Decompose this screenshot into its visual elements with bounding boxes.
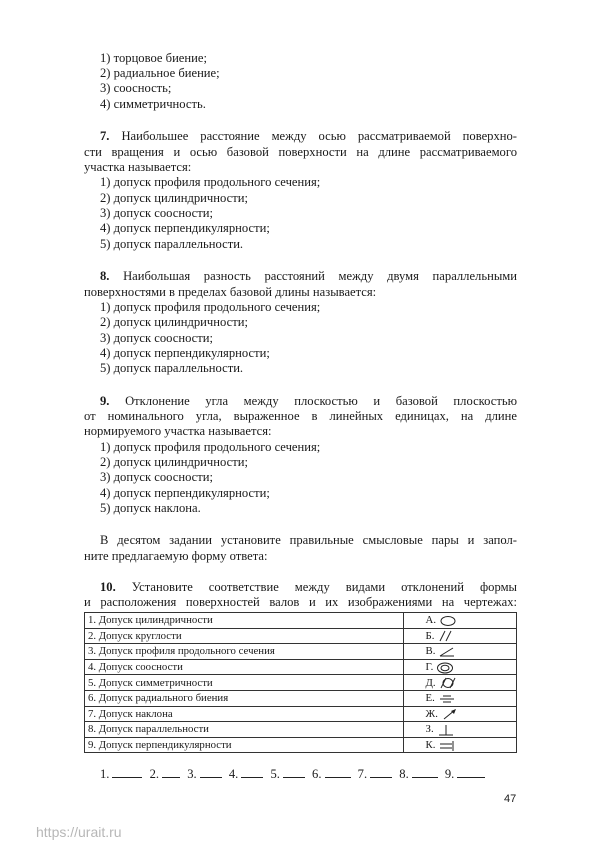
answer-blank[interactable] — [241, 766, 263, 778]
option-item: 2) допуск цилиндричности; — [100, 455, 248, 469]
circularity-icon — [438, 677, 458, 689]
question-8-line: поверхностями в пределах базовой длины называется: — [84, 285, 377, 299]
question-9-line: нормируемого участка называется: — [84, 424, 272, 438]
angularity-icon — [437, 646, 457, 658]
profile-icon — [437, 740, 457, 752]
answer-blank[interactable] — [457, 766, 485, 778]
option-item: 2) радиальное биение; — [100, 66, 220, 80]
table-cell: А. — [403, 613, 516, 629]
question-9-line: от номинального угла, выраженное в линейных единицах, на длине — [84, 409, 517, 423]
table-cell: Г. — [403, 659, 516, 675]
table-cell: Б. — [403, 628, 516, 644]
table-cell: 3. Допуск профиля продольного сечения — [85, 644, 404, 660]
table-cell: 7. Допуск наклона — [85, 706, 404, 722]
matching-table — [84, 612, 517, 753]
option-item: 1) торцовое биение; — [100, 51, 207, 65]
table-cell: 1. Допуск цилиндричности — [85, 613, 404, 629]
option-item: 2) допуск цилиндричности; — [100, 315, 248, 329]
intro-line: ните предлагаемую форму ответа: — [84, 549, 268, 563]
answer-blank[interactable] — [162, 766, 180, 778]
table-cell: З. — [403, 722, 516, 738]
runout-icon — [440, 708, 460, 720]
question-number: 10. — [100, 580, 116, 594]
intro-line: В десятом задании установите правильные смысловые пары и запол- — [100, 533, 517, 547]
table-cell: К. — [403, 737, 516, 753]
question-9-line: 9. Отклонение угла между плоскостью и базовой плоскостью — [100, 394, 517, 408]
answer-blank[interactable] — [283, 766, 305, 778]
table-row — [85, 659, 517, 675]
page-number: 47 — [504, 793, 517, 805]
table-cell: 5. Допуск симметричности — [85, 675, 404, 691]
answer-blank[interactable] — [370, 766, 392, 778]
option-item: 3) допуск соосности; — [100, 206, 214, 220]
option-item: 4) симметричность. — [100, 97, 206, 111]
answer-label: 1. — [100, 767, 110, 781]
question-7-line: сти вращения и осью базовой поверхности на длине рассматриваемого — [84, 145, 517, 159]
option-item: 1) допуск профиля продольного сечения; — [100, 440, 321, 454]
answer-label: 6. — [312, 767, 322, 781]
answer-blank[interactable] — [112, 766, 142, 778]
question-10-line: 10. Установите соответствие между видами отклонений формы — [100, 580, 517, 594]
table-cell: Е. — [403, 690, 516, 706]
option-item: 1) допуск профиля продольного сечения; — [100, 300, 321, 314]
table-cell: 6. Допуск радиального биения — [85, 690, 404, 706]
option-item: 5) допуск параллельности. — [100, 361, 244, 375]
answer-form — [100, 766, 489, 782]
option-item: 3) соосность; — [100, 81, 172, 95]
option-item: 4) допуск перпендикулярности; — [100, 486, 270, 500]
table-cell: Ж. — [403, 706, 516, 722]
option-item: 1) допуск профиля продольного сечения; — [100, 175, 321, 189]
answer-label: 4. — [228, 767, 239, 781]
option-item: 2) допуск цилиндричности; — [100, 191, 248, 205]
cylindricity-icon — [438, 615, 458, 627]
question-7-line: 7. Наибольшее расстояние между осью рассматриваемой поверхно- — [100, 129, 517, 143]
answer-label: 9. — [444, 767, 455, 781]
option-item: 3) допуск соосности; — [100, 470, 214, 484]
answer-label: 5. — [270, 767, 280, 781]
question-7-line: участка называется: — [84, 160, 192, 174]
table-row — [85, 706, 517, 722]
question-8-line: 8. Наибольшая разность расстояний между двумя параллельными — [100, 269, 517, 283]
perpendicularity-icon — [436, 724, 456, 736]
table-row — [85, 722, 517, 738]
watermark: https://urait.ru — [36, 824, 122, 840]
answer-label: 3. — [187, 767, 197, 781]
symmetry-icon — [437, 693, 457, 705]
option-item: 5) допуск наклона. — [100, 501, 201, 515]
option-item: 4) допуск перпендикулярности; — [100, 221, 270, 235]
option-item: 4) допуск перпендикулярности; — [100, 346, 270, 360]
table-row — [85, 613, 517, 629]
answer-label: 8. — [399, 767, 409, 781]
table-cell: 9. Допуск перпендикулярности — [85, 737, 404, 753]
answer-label: 7. — [357, 767, 368, 781]
table-row — [85, 675, 517, 691]
concentricity-icon — [435, 662, 455, 674]
parallelism-icon — [436, 630, 456, 642]
table-row — [85, 690, 517, 706]
answer-blank[interactable] — [412, 766, 438, 778]
question-10-line: и расположения поверхностей валов и их изображениями на чертежах: — [84, 595, 517, 609]
option-item: 3) допуск соосности; — [100, 331, 214, 345]
question-number: 9. — [100, 394, 110, 408]
table-cell: 4. Допуск соосности — [85, 659, 404, 675]
table-row — [85, 644, 517, 660]
question-number: 8. — [100, 269, 110, 283]
option-item: 5) допуск параллельности. — [100, 237, 244, 251]
table-cell: Д. — [403, 675, 516, 691]
answer-blank[interactable] — [200, 766, 222, 778]
table-row — [85, 737, 517, 753]
answer-blank[interactable] — [325, 766, 351, 778]
table-cell: 8. Допуск параллельности — [85, 722, 404, 738]
table-row — [85, 628, 517, 644]
answer-label: 2. — [149, 767, 160, 781]
question-number: 7. — [100, 129, 110, 143]
table-cell: 2. Допуск круглости — [85, 628, 404, 644]
table-cell: В. — [403, 644, 516, 660]
